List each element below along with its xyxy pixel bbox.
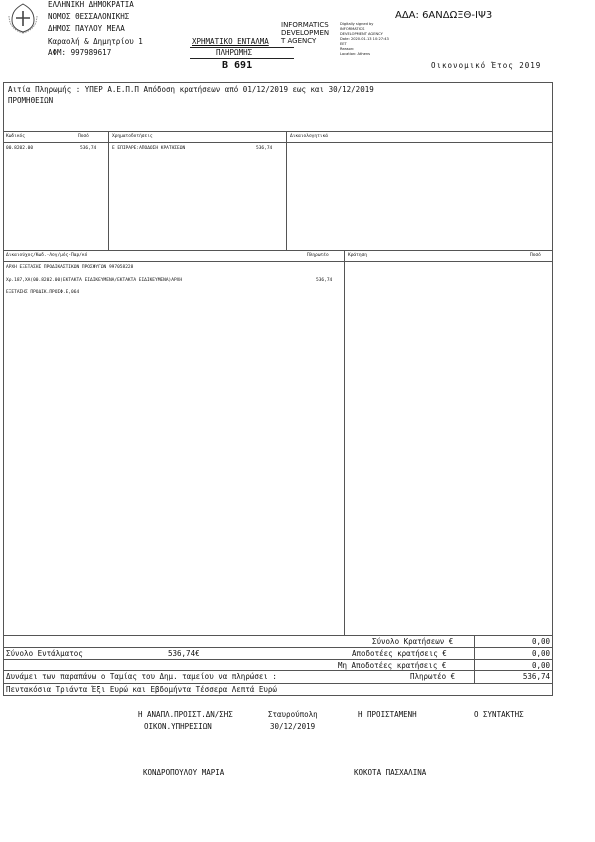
- amount-in-words: Πεντακόσια Τριάντα Έξι Ευρώ και Εβδομήντα Τέσσερα Λεπτά Ευρώ: [6, 685, 277, 694]
- issuer-address: Καραολή & Δημητρίου 1: [48, 37, 143, 46]
- non-remitted-deductions-label: Μη Αποδοτέες κρατήσεις €: [338, 661, 447, 670]
- author-title: Ο ΣΥΝΤΑΚΤΗΣ: [474, 710, 524, 719]
- ada-code: ΑΔΑ: 6ΑΝΔΩΞΘ-ΙΨ3: [395, 10, 493, 21]
- issuer-municipality: ΔΗΜΟΣ ΠΑΥΛΟΥ ΜΕΛΑ: [48, 24, 125, 33]
- stamp-small7: Location: Athens: [340, 52, 370, 56]
- signer-name-1: ΚΟΝΔΡΟΠΟΥΛΟΥ ΜΑΡΙΑ: [143, 768, 225, 777]
- beneficiary-header-payable: Πληρωτέο: [307, 253, 329, 258]
- stamp-small6: Reason:: [340, 47, 355, 51]
- warrant-total-value: 536,74€: [168, 649, 200, 658]
- funding-row-amount: 536,74: [80, 146, 97, 151]
- issuer-prefecture: ΝΟΜΟΣ ΘΕΣΣΑΛΟΝΙΚΗΣ: [48, 12, 130, 21]
- stamp-small4: Date: 2020.01.13 10:27:43: [340, 37, 389, 41]
- remitted-deductions-label: Αποδοτέες κρατήσεις €: [352, 649, 447, 658]
- signer-name-2: ΚΟΚΟΤΑ ΠΑΣΧΑΛΙΝΑ: [354, 768, 427, 777]
- signature-date: 30/12/2019: [270, 722, 316, 731]
- payable-label: Πληρωτέο €: [410, 672, 456, 681]
- funding-header-commitment: Χρηματοδοτήσεις: [112, 134, 153, 139]
- reason-line1: Αιτία Πληρωμής : ΥΠΕΡ Α.Ε.Π.Π Απόδοση κρατήσεων από 01/12/2019 εως και 30/12/2019: [8, 85, 374, 94]
- signature-place: Σταυρούπολη: [268, 710, 318, 719]
- warrant-subtitle: ΠΛΗΡΩΜΗΣ: [216, 48, 253, 57]
- beneficiary-line2-amount: 536,74: [316, 278, 333, 283]
- beneficiary-line3: ΕΞΕΤΑΣΗΣ ΠΡΟΔΙΚ.ΠΡΟΣΦ.Ε,064: [6, 290, 80, 295]
- totals-value-sep: [474, 635, 475, 683]
- warrant-total-label: Σύνολο Εντάλματος: [6, 649, 83, 658]
- beneficiary-col-sep: [344, 250, 345, 636]
- total-deductions-value: 0,00: [531, 637, 550, 646]
- payment-instruction: Δυνάμει των παραπάνω ο Ταμίας του Δημ. ταμείου να πληρώσει :: [6, 672, 277, 681]
- totals-line3: [3, 670, 553, 671]
- stamp-line1: INFORMATICS: [281, 21, 329, 29]
- totals-line2: [3, 659, 553, 660]
- beneficiary-header-deduction: Κράτηση: [348, 253, 367, 258]
- stamp-small3: DEVELOPMENT AGENCY: [340, 32, 383, 36]
- beneficiary-header-name: Δικαιούχος/Κωδ.-Λογ/μός-Παρ/κό: [6, 253, 88, 258]
- totals-line4: [3, 683, 553, 684]
- beneficiary-header-amount: Ποσό: [530, 253, 541, 258]
- stamp-small5: EET: [340, 42, 347, 46]
- reason-line2: ΠΡΟΜΗΘΕΙΩΝ: [8, 96, 54, 105]
- stamp-small1: Digitally signed by: [340, 22, 374, 26]
- funding-col-sep1: [108, 131, 109, 251]
- payable-value: 536,74: [522, 672, 550, 681]
- approver-title-line1: Η ΑΝΑΠΛ.ΠΡΟΙΣΤ.ΔΝ/ΣΗΣ: [138, 710, 233, 719]
- head-title: Η ΠΡΟΙΣΤΑΜΕΝΗ: [358, 710, 417, 719]
- greek-emblem-icon: [6, 2, 40, 34]
- issuer-afm: ΑΦΜ: 997989617: [48, 48, 112, 57]
- funding-header-code: Κωδικός: [6, 134, 25, 139]
- beneficiary-line2: Χρ.187,ΧΑ(00.8202.00)ΕΚΤΑΚΤΑ ΕΙΔΙΚΕΥΜΕΝΑ/ΕΚΤΑΚΤΑ ΕΙΔΙΚΕΥΜΕΝΑ)ΑΡΧΗ: [6, 278, 183, 283]
- warrant-title: ΧΡΗΜΑΤΙΚΟ ΕΝΤΑΛΜΑ: [192, 37, 269, 46]
- totals-line1: [3, 647, 553, 648]
- total-deductions-label: Σύνολο Κρατήσεων €: [372, 637, 454, 646]
- funding-row-commitment: Ε ΕΠΙΡΑΡΕ:ΑΠΟΔΟΣΗ ΚΡΑΤΗΣΕΩΝ: [112, 146, 186, 151]
- funding-col-sep2: [286, 131, 287, 251]
- beneficiary-header-line: [3, 261, 553, 262]
- warrant-number: Β 691: [222, 60, 253, 71]
- approver-title-line2: ΟΙΚΟΝ.ΥΠΗΡΕΣΙΩΝ: [144, 722, 212, 731]
- fiscal-year: Οικονομικό Έτος 2019: [431, 61, 542, 70]
- funding-row-commitment-amount: 536,74: [256, 146, 273, 151]
- stamp-line3: T AGENCY: [281, 37, 317, 45]
- funding-header-docs: Δικαιολογητικά: [290, 134, 328, 139]
- subtitle-underline: [190, 58, 294, 59]
- funding-header-line: [3, 142, 553, 143]
- funding-row-code: 00.8202.00: [6, 146, 34, 151]
- non-remitted-deductions-value: 0,00: [531, 661, 550, 670]
- beneficiary-table: [3, 250, 553, 636]
- beneficiary-line1: ΑΡΧΗ ΕΞΕΤΑΣΗΣ ΠΡΟΔΙΚΑΣΤΙΚΩΝ ΠΡΟΣΦΥΓΩΝ 997058228: [6, 265, 134, 270]
- funding-header-amount: Ποσό: [78, 134, 89, 139]
- stamp-small2: INFORMATICS: [340, 27, 365, 31]
- remitted-deductions-value: 0,00: [531, 649, 550, 658]
- issuer-country: ΕΛΛΗΝΙΚΗ ΔΗΜΟΚΡΑΤΙΑ: [48, 0, 134, 9]
- stamp-line2: DEVELOPMEN: [281, 29, 330, 37]
